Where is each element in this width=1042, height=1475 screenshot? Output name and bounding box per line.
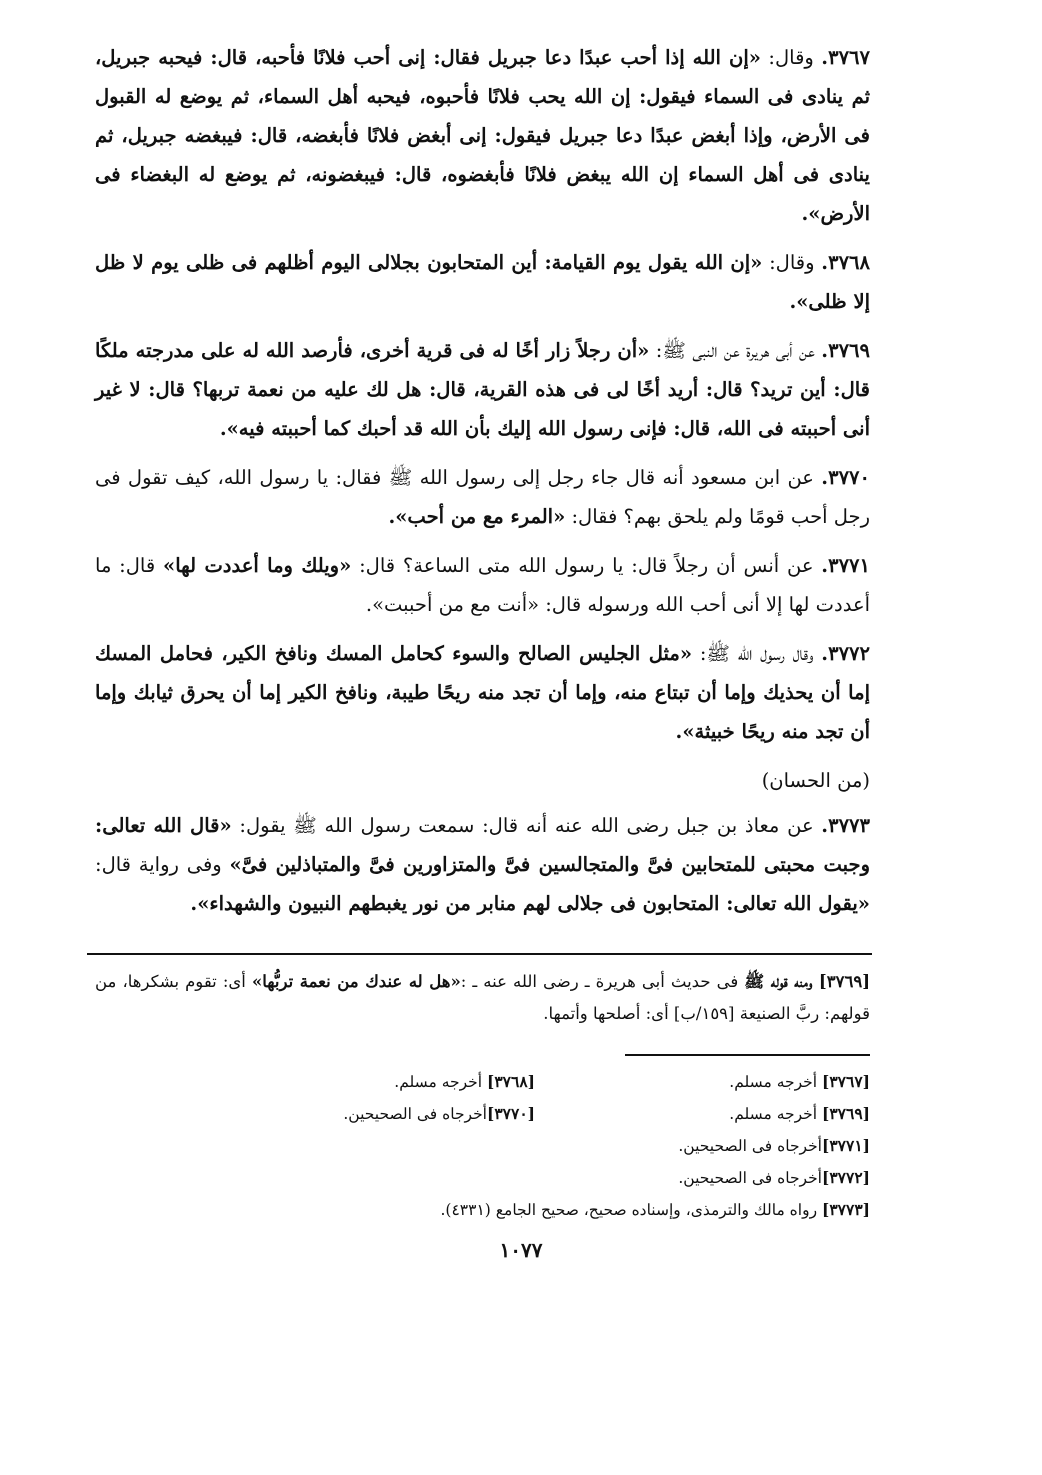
hadith-quote-second: «يقول الله تعالى: المتحابون فى جلالى لهم منابر من نور يغبطهم النبيون والشهداء». [190,892,870,915]
hadith-3769 [95,331,870,448]
reference-row [95,1098,870,1130]
reference-text: أخرجاه فى الصحيحين. [343,1105,487,1123]
references [95,1066,870,1226]
hadith-intro: وقال: [762,251,822,274]
hadith-intro: وقال رسول الله ﷺ: [692,642,822,665]
reference-row [95,1194,870,1226]
reference-number: [٣٧٧٠] [487,1104,535,1123]
hadith-number: ٣٧٧١. [821,554,870,577]
reference-3772 [678,1162,870,1194]
footnote-quote: «هل له عندك من نعمة تربُّها» [251,972,461,991]
hadith-number: ٣٧٦٩. [821,339,870,362]
main-text [95,38,870,933]
reference-number: [٣٧٦٧] [822,1072,870,1091]
hadith-middle: وفى رواية قال: [95,853,230,876]
reference-3771 [678,1130,870,1162]
reference-number: [٣٧٧٣] [822,1200,870,1219]
hadith-quote: «المرء مع من أحب». [388,505,566,528]
hadith-quote: «مثل الجليس الصالح والسوء كحامل المسك ونافخ الكير، فحامل المسك إما أن يحذيك وإما أن تبتاع منه، وإما أن تجد منه ريحًا طيبة، ونافخ الكير إما أن يحرق ثيابك وإما أن تجد منه ريحًا خبيثة». [95,642,870,743]
footnote-explanation: أى: تقوم بشكرها، من قولهم: ربَّ الصنيعة [١٥٩/ب] أى: أصلحها وأتمها. [95,972,870,1023]
footnote [95,966,870,1030]
reference-text: رواه مالك والترمذى، وإسناده صحيح، صحيح الجامع (٤٣٣١). [440,1201,822,1219]
hadith-intro: وقال: [760,46,822,69]
footnote-reference: [٣٧٦٩] ومنه قوله ﷺ [744,972,870,991]
hadith-after: قال: ما أعددت لها إلا أنى أحب الله ورسوله قال: «أنت مع من أحببت». [95,554,870,616]
reference-text: أخرجه مسلم. [729,1105,822,1123]
hadith-3770 [95,458,870,536]
references-divider [625,1054,870,1056]
reference-row [95,1066,870,1098]
reference-number: [٣٧٧١] [822,1136,870,1155]
hadith-3767 [95,38,870,233]
reference-text: أخرجاه فى الصحيحين. [678,1169,822,1187]
reference-number: [٣٧٦٨] [487,1072,535,1091]
section-heading: (من الحسان) [761,769,870,792]
hadith-3772 [95,634,870,751]
hadith-quote: «ويلك وما أعددت لها» [163,554,352,577]
reference-3767 [535,1066,870,1098]
hadith-intro: عن ابن مسعود أنه قال جاء رجل إلى رسول الله ﷺ فقال: يا رسول الله، كيف تقول فى رجل أحب قومًا ولم يلحق بهم؟ فقال: [95,466,870,528]
hadith-quote: «إن الله يقول يوم القيامة: أين المتحابون بجلالى اليوم أظلهم فى ظلى يوم لا ظل إلا ظلى». [95,251,870,313]
reference-text: أخرجه مسلم. [394,1073,487,1091]
hadith-intro: عن أبى هريرة عن النبى ﷺ: [649,339,822,362]
reference-row [95,1130,870,1162]
hadith-quote: «أن رجلاً زار أخًا له فى قرية أخرى، فأرصد الله له على مدرجته ملكًا قال: أين تريد؟ قال: أريد أخًا لى فى هذه القرية، قال: هل لك عليه من نعمة تربها؟ قال: لا غير أنى أحببته فى الله، قال: فإنى رسول الله إليك بأن الله قد أحبك كما أحببته فيه». [95,339,870,440]
footnote-divider [87,953,872,955]
reference-text: أخرجه مسلم. [729,1073,822,1091]
page-number: ١٠٧٧ [499,1238,543,1262]
hadith-number: ٣٧٧٣. [821,814,870,837]
footnote-intro: فى حديث أبى هريرة ـ رضى الله عنه ـ : [460,972,745,991]
hadith-intro: عن معاذ بن جبل رضى الله عنه أنه قال: سمعت رسول الله ﷺ يقول: [231,814,822,837]
hadith-3768 [95,243,870,321]
hadith-number: ٣٧٦٨. [821,251,870,274]
reference-text: أخرجاه فى الصحيحين. [678,1137,822,1155]
reference-number: [٣٧٧٢] [822,1168,870,1187]
hadith-number: ٣٧٧٠. [821,466,870,489]
reference-row [95,1162,870,1194]
reference-3770 [95,1098,535,1130]
hadith-3771 [95,546,870,624]
reference-number: [٣٧٦٩] [822,1104,870,1123]
hadith-quote: «إن الله إذا أحب عبدًا دعا جبريل فقال: إنى أحب فلانًا فأحبه، قال: فيحبه جبريل، ثم ينادى فى السماء فيقول: إن الله يحب فلانًا فأحبوه، فيحبه أهل السماء، ثم يوضع له القبول فى الأرض، وإذا أبغض عبدًا دعا جبريل فيقول: إنى أبغض فلانًا فأبغضه، قال: فيبغضه جبريل، ثم ينادى فى أهل السماء إن الله يبغض فلانًا فأبغضوه، قال: فيبغضونه، ثم يوضع له البغضاء فى الأرض». [95,46,870,225]
hadith-3773 [95,806,870,923]
reference-3773 [441,1194,871,1226]
hadith-intro: عن أنس أن رجلاً قال: يا رسول الله متى الساعة؟ قال: [351,554,822,577]
hadith-number: ٣٧٧٢. [821,642,870,665]
hadith-number: ٣٧٦٧. [821,46,870,69]
reference-3769 [535,1098,870,1130]
hadith-quote: «قال الله تعالى: وجبت محبتى للمتحابين فىَّ والمتجالسين فىَّ والمتزاورين فىَّ والمتباذلين فىَّ» [95,814,870,876]
reference-3768 [95,1066,535,1098]
